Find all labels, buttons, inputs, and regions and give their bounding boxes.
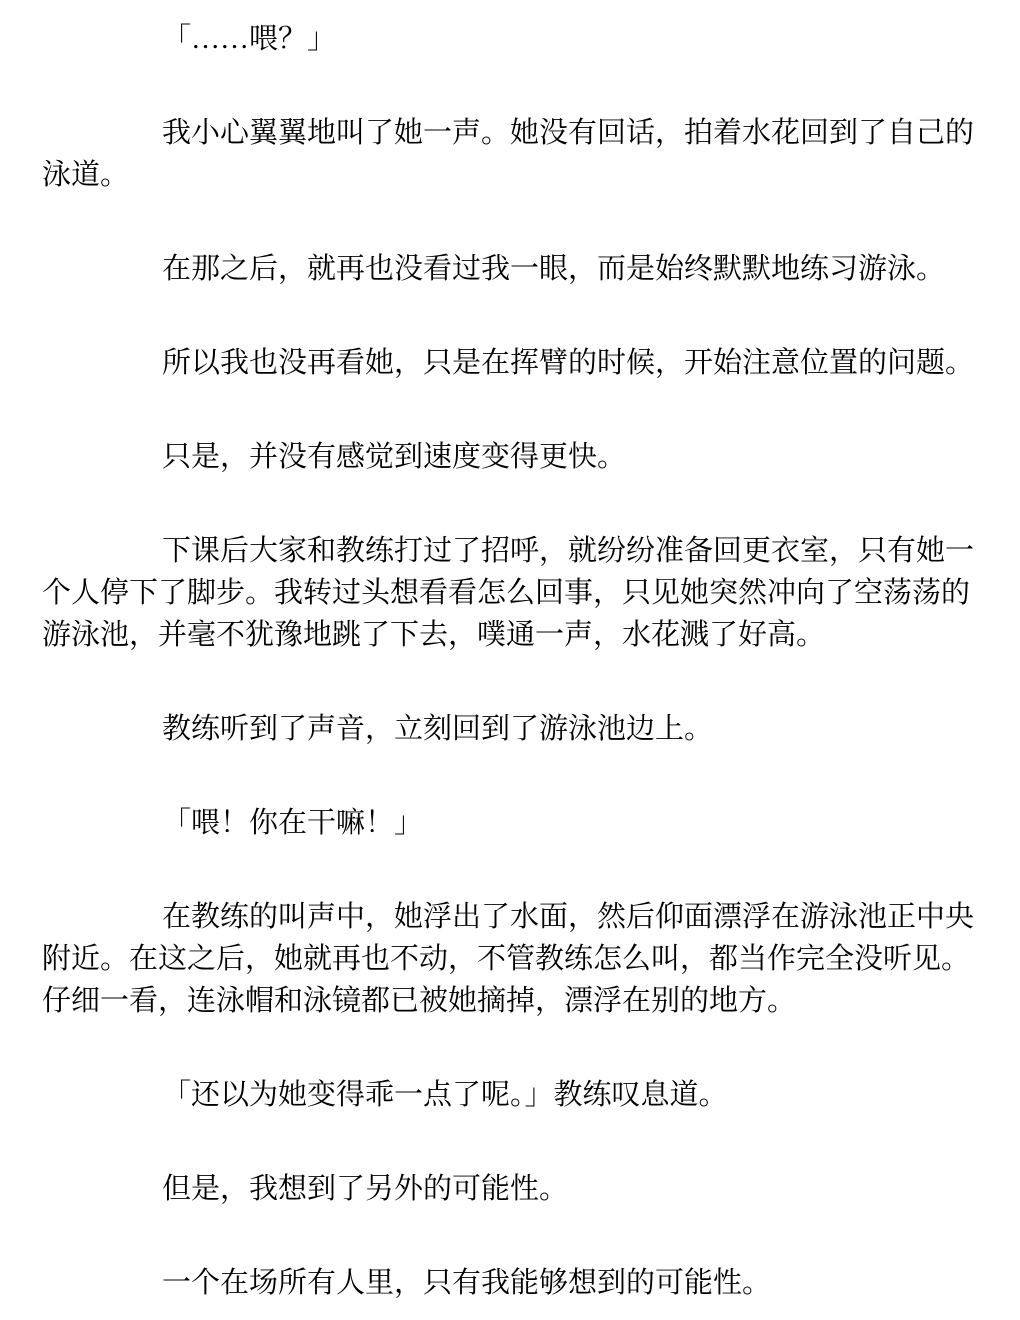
- text-line: 泳道。: [42, 159, 130, 191]
- paragraph: [42, 436, 976, 478]
- text-line: 「喂！你在干嘛！」: [162, 807, 424, 839]
- text-line: 所以我也没再看她，只是在挥臂的时候，开始注意位置的问题。: [162, 347, 975, 379]
- text-line: 游泳池，并毫不犹豫地跳了下去，噗通一声，水花溅了好高。: [42, 619, 826, 651]
- paragraph: [42, 1262, 976, 1304]
- text-line: 个人停下了脚步。我转过头想看看怎么回事，只见她突然冲向了空荡荡的: [42, 577, 971, 609]
- paragraph: [42, 342, 976, 384]
- paragraph: [42, 530, 976, 656]
- text-line: 在教练的叫声中，她浮出了水面，然后仰面漂浮在游泳池正中央: [162, 901, 975, 933]
- text-line: 附近。在这之后，她就再也不动，不管教练怎么叫，都当作完全没听见。: [42, 943, 971, 975]
- text-line: 一个在场所有人里，只有我能够想到的可能性。: [162, 1267, 772, 1299]
- text-line: 教练听到了声音，立刻回到了游泳池边上。: [162, 713, 714, 745]
- paragraph: [42, 248, 976, 290]
- paragraph: [42, 18, 976, 60]
- text-line: 仔细一看，连泳帽和泳镜都已被她摘掉，漂浮在别的地方。: [42, 985, 797, 1017]
- text-line: 只是，并没有感觉到速度变得更快。: [162, 441, 627, 473]
- paragraph: [42, 802, 976, 844]
- text-line: 我小心翼翼地叫了她一声。她没有回话，拍着水花回到了自己的: [162, 117, 975, 149]
- paragraph: [42, 1168, 976, 1210]
- text-line: 但是，我想到了另外的可能性。: [162, 1173, 569, 1205]
- text-line: 在那之后，就再也没看过我一眼，而是始终默默地练习游泳。: [162, 253, 946, 285]
- paragraph: [42, 1074, 976, 1116]
- text-line: 「……喂？」: [162, 23, 337, 55]
- paragraph: [42, 896, 976, 1022]
- text-line: 下课后大家和教练打过了招呼，就纷纷准备回更衣室，只有她一: [162, 535, 975, 567]
- paragraph: [42, 112, 976, 196]
- paragraph: [42, 708, 976, 750]
- text-line: 「还以为她变得乖一点了呢。」教练叹息道。: [162, 1079, 728, 1111]
